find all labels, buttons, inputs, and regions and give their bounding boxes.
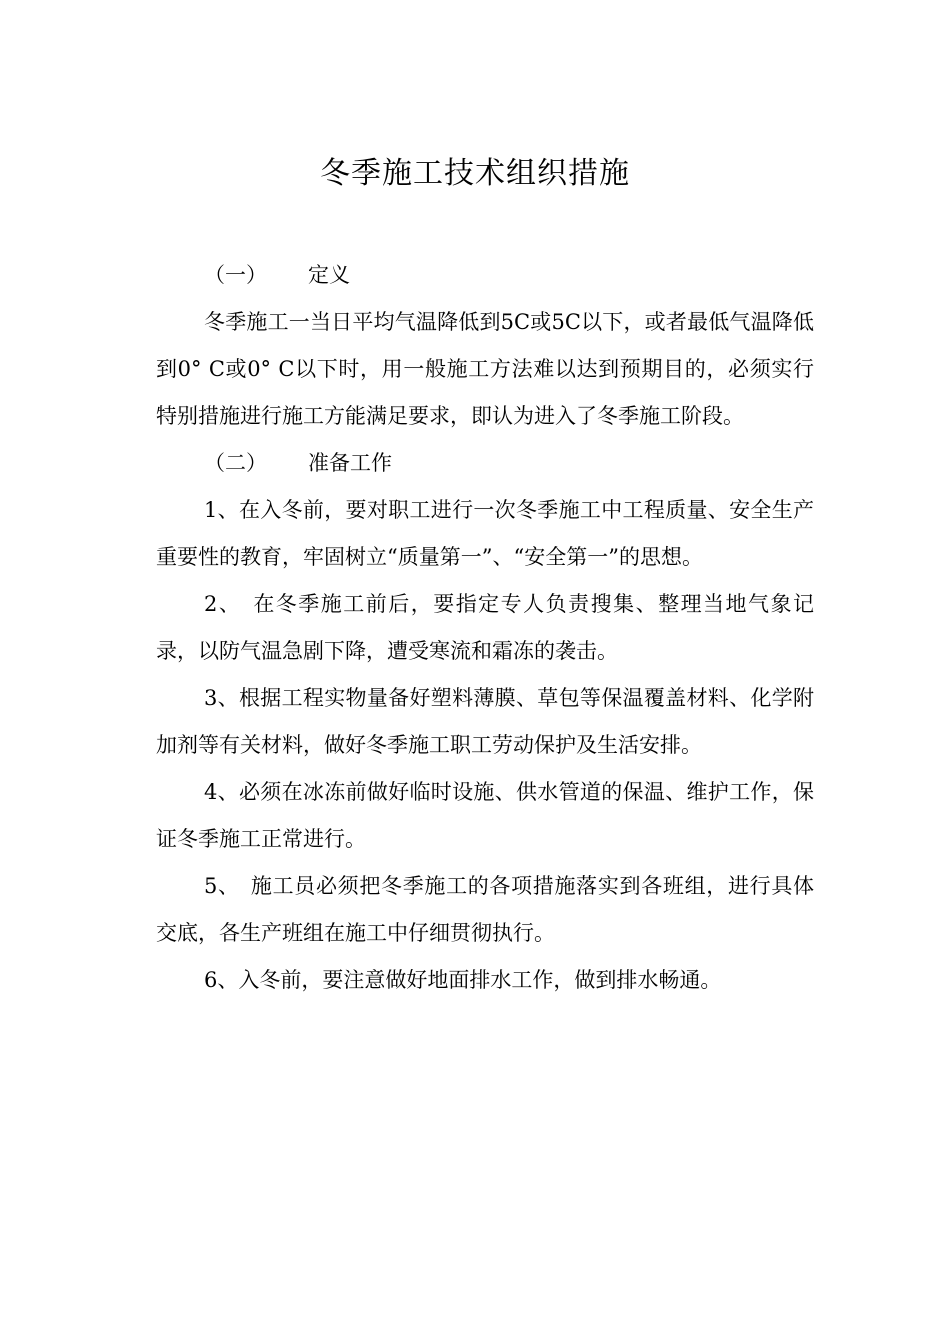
paragraph: 5、 施工员必须把冬季施工的各项措施落实到各班组，进行具体交底，各生产班组在施工中仔细贯彻执行。 bbox=[156, 874, 814, 945]
section-number: （一） bbox=[204, 263, 267, 287]
section-title: 准备工作 bbox=[308, 451, 392, 475]
section-heading-definition bbox=[156, 252, 814, 299]
paragraph: 2、 在冬季施工前后，要指定专人负责搜集、整理当地气象记录，以防气温急剧下降，遭受寒流和霜冻的袭击。 bbox=[156, 592, 814, 663]
section-title: 定义 bbox=[308, 263, 350, 287]
section-number: （二） bbox=[204, 451, 267, 475]
paragraph: 4、必须在冰冻前做好临时设施、供水管道的保温、维护工作，保证冬季施工正常进行。 bbox=[156, 780, 814, 851]
document-title: 冬季施工技术组织措施 bbox=[320, 156, 630, 191]
paragraph: 6、入冬前，要注意做好地面排水工作，做到排水畅通。 bbox=[204, 968, 722, 992]
section-heading-preparation bbox=[156, 440, 814, 487]
paragraph: 冬季施工一当日平均气温降低到5C或5C以下，或者最低气温降低到0° C或0° C以下时，用一般施工方法难以达到预期目的，必须实行特别措施进行施工方能满足要求，即认为进入了冬季施工阶段。 bbox=[156, 310, 814, 428]
paragraph: 3、根据工程实物量备好塑料薄膜、草包等保温覆盖材料、化学附加剂等有关材料，做好冬季施工职工劳动保护及生活安排。 bbox=[156, 686, 814, 757]
document-body bbox=[156, 252, 814, 1004]
paragraph: 1、在入冬前，要对职工进行一次冬季施工中工程质量、安全生产重要性的教育，牢固树立“质量第一”、“安全第一”的思想。 bbox=[156, 498, 814, 569]
